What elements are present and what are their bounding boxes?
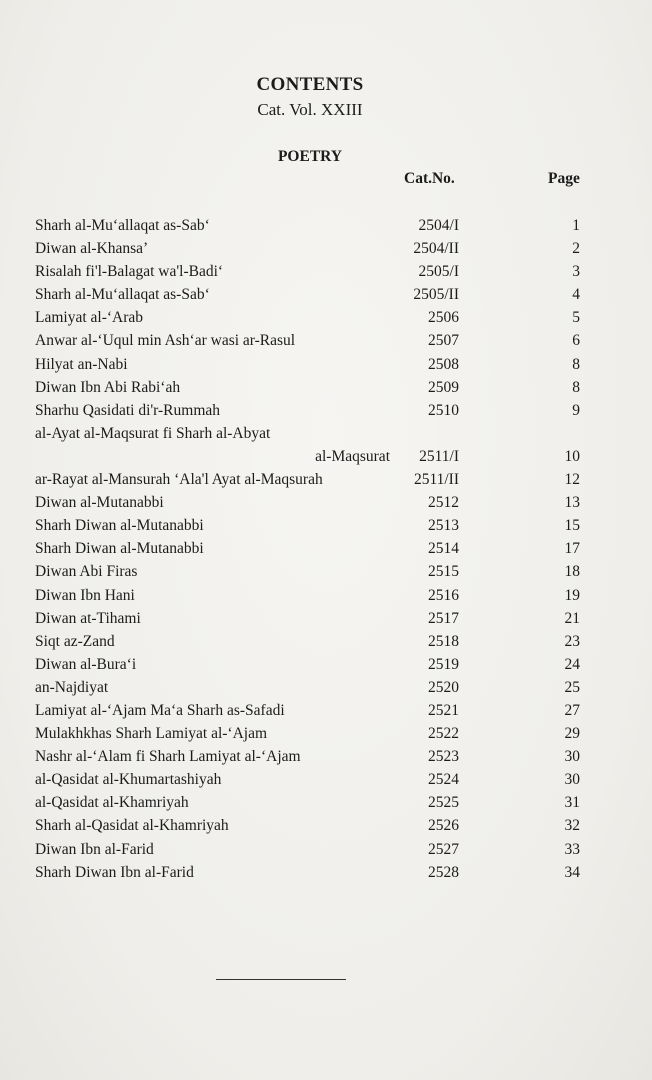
- entry-page: 21: [564, 609, 580, 627]
- contents-entry: [0, 376, 652, 399]
- entry-cat-no: 2519: [428, 655, 459, 673]
- entry-title: Siqt az-Zand: [35, 632, 115, 650]
- entry-title: an-Najdiyat: [35, 678, 109, 696]
- page-subtitle: Cat. Vol. XXIII: [257, 100, 363, 119]
- entry-cat-no: 2505/II: [413, 286, 459, 304]
- bottom-divider: [216, 979, 346, 980]
- entry-cat-no: 2506: [428, 309, 459, 327]
- entry-title: Diwan Ibn Abi Rabi‘ah: [35, 378, 181, 396]
- entry-page: 34: [564, 863, 580, 881]
- entry-title: Lamiyat al-‘Ajam Ma‘a Sharh as-Safadi: [35, 701, 285, 719]
- entry-page: 15: [564, 517, 580, 535]
- contents-entry: [0, 399, 652, 422]
- entry-page: 17: [564, 540, 580, 558]
- entry-cat-no: 2516: [428, 586, 459, 604]
- contents-entry: [0, 584, 652, 607]
- contents-entry: [0, 791, 652, 814]
- entry-page: 2: [572, 240, 580, 258]
- entry-title: Risalah fi'l-Balagat wa'l-Badi‘: [35, 263, 224, 281]
- entry-cat-no: 2504/I: [418, 217, 459, 234]
- entry-cat-no: 2512: [428, 494, 459, 512]
- entry-cat-no: 2517: [428, 609, 459, 627]
- entry-page: 5: [572, 309, 580, 327]
- entry-title: Lamiyat al-‘Arab: [35, 309, 144, 327]
- entry-title: Diwan al-Mutanabbi: [35, 494, 164, 512]
- section-heading: POETRY: [277, 148, 343, 165]
- contents-entry: [0, 422, 652, 445]
- entry-page: 3: [572, 263, 580, 281]
- entry-cat-no: 2504/II: [413, 240, 459, 258]
- contents-entry: [0, 283, 652, 306]
- entry-page: 1: [572, 217, 580, 234]
- entry-title: al-Maqsurat: [315, 447, 390, 465]
- contents-entry: [0, 560, 652, 583]
- entry-title: ar-Rayat al-Mansurah ‘Ala'l Ayat al-Maqsurah: [35, 471, 323, 489]
- entry-page: 12: [564, 471, 580, 489]
- entry-cat-no: 2528: [428, 863, 459, 881]
- contents-entry: [0, 353, 652, 376]
- page-title: CONTENTS: [256, 74, 364, 95]
- contents-entry: [0, 676, 652, 699]
- entry-cat-no: 2525: [428, 794, 459, 812]
- entry-cat-no: 2511/II: [413, 471, 459, 489]
- contents-entry: [0, 491, 652, 514]
- entry-cat-no: 2513: [428, 517, 459, 535]
- entry-title: al-Ayat al-Maqsurat fi Sharh al-Abyat: [35, 424, 271, 442]
- entry-title: Diwan Ibn al-Farid: [35, 840, 154, 858]
- entry-cat-no: 2511/I: [419, 447, 459, 465]
- entry-page: 6: [572, 332, 580, 350]
- entry-page: 18: [564, 563, 580, 581]
- entry-cat-no: 2518: [428, 632, 459, 650]
- entry-page: 8: [572, 378, 580, 396]
- contents-entry: [0, 537, 652, 560]
- entry-title: Hilyat an-Nabi: [35, 355, 128, 373]
- entry-cat-no: 2507: [428, 332, 459, 350]
- entry-cat-no: 2523: [428, 748, 459, 766]
- contents-entry: [0, 814, 652, 837]
- entry-title: Anwar al-‘Uqul min Ash‘ar wasi ar-Rasul: [35, 332, 296, 350]
- contents-entry: [0, 260, 652, 283]
- entry-title: Diwan at-Tihami: [35, 609, 141, 627]
- contents-entry: [0, 514, 652, 537]
- contents-entry: [0, 329, 652, 352]
- contents-entry: [0, 306, 652, 329]
- contents-entry: [0, 653, 652, 676]
- entry-title: Sharh al-Qasidat al-Khamriyah: [35, 817, 229, 835]
- column-header-cat-no: Cat.No.: [404, 170, 455, 187]
- contents-entry: [0, 768, 652, 791]
- contents-entry: [0, 468, 652, 491]
- entry-cat-no: 2522: [428, 725, 459, 743]
- entry-title: Sharhu Qasidati di'r-Rummah: [35, 401, 221, 419]
- contents-entry: [0, 861, 652, 884]
- entry-title: Sharh al-Mu‘allaqat as-Sab‘: [35, 286, 210, 304]
- entry-page: 24: [564, 655, 580, 673]
- entry-page: 30: [564, 771, 580, 789]
- contents-entry: [0, 722, 652, 745]
- contents-list: [0, 214, 652, 884]
- entry-title: al-Qasidat al-Khumartashiyah: [35, 771, 222, 789]
- contents-entry: [0, 237, 652, 260]
- entry-title: Nashr al-‘Alam fi Sharh Lamiyat al-‘Ajam: [35, 748, 301, 766]
- entry-cat-no: 2526: [428, 817, 459, 835]
- entry-cat-no: 2510: [428, 401, 459, 419]
- entry-title: Diwan Abi Firas: [35, 563, 138, 581]
- entry-cat-no: 2524: [428, 771, 459, 789]
- contents-entry: [0, 745, 652, 768]
- entry-title: al-Qasidat al-Khamriyah: [35, 794, 189, 812]
- entry-page: 19: [564, 586, 580, 604]
- entry-page: 8: [572, 355, 580, 373]
- entry-title: Diwan Ibn Hani: [35, 586, 135, 604]
- entry-page: 13: [564, 494, 580, 512]
- entry-title: Mulakhkhas Sharh Lamiyat al-‘Ajam: [35, 725, 268, 743]
- entry-title: Diwan al-Khansa’: [35, 240, 149, 258]
- contents-entry: [0, 214, 652, 237]
- entry-page: 4: [572, 286, 580, 304]
- entry-cat-no: 2527: [428, 840, 459, 858]
- entry-page: 25: [564, 678, 580, 696]
- entry-title: Sharh al-Mu‘allaqat as-Sab‘: [35, 217, 210, 234]
- entry-cat-no: 2520: [428, 678, 459, 696]
- entry-page: 9: [572, 401, 580, 419]
- column-header-page: Page: [548, 170, 580, 187]
- entry-page: 10: [564, 447, 580, 465]
- entry-cat-no: 2505/I: [418, 263, 459, 281]
- entry-page: 31: [564, 794, 580, 812]
- contents-entry: [0, 607, 652, 630]
- entry-cat-no: 2509: [428, 378, 459, 396]
- entry-page: 32: [564, 817, 580, 835]
- entry-cat-no: 2514: [428, 540, 459, 558]
- entry-title: Diwan al-Bura‘i: [35, 655, 137, 673]
- entry-cat-no: 2521: [428, 701, 459, 719]
- contents-entry: [0, 630, 652, 653]
- contents-entry: [0, 838, 652, 861]
- entry-page: 23: [564, 632, 580, 650]
- entry-page: 27: [564, 701, 580, 719]
- entry-cat-no: 2508: [428, 355, 459, 373]
- entry-cat-no: 2515: [428, 563, 459, 581]
- entry-title: Sharh Diwan al-Mutanabbi: [35, 540, 204, 558]
- contents-entry: [0, 445, 652, 468]
- entry-title: Sharh Diwan Ibn al-Farid: [35, 863, 194, 881]
- contents-entry: [0, 699, 652, 722]
- entry-title: Sharh Diwan al-Mutanabbi: [35, 517, 204, 535]
- entry-page: 33: [564, 840, 580, 858]
- entry-page: 30: [564, 748, 580, 766]
- entry-page: 29: [564, 725, 580, 743]
